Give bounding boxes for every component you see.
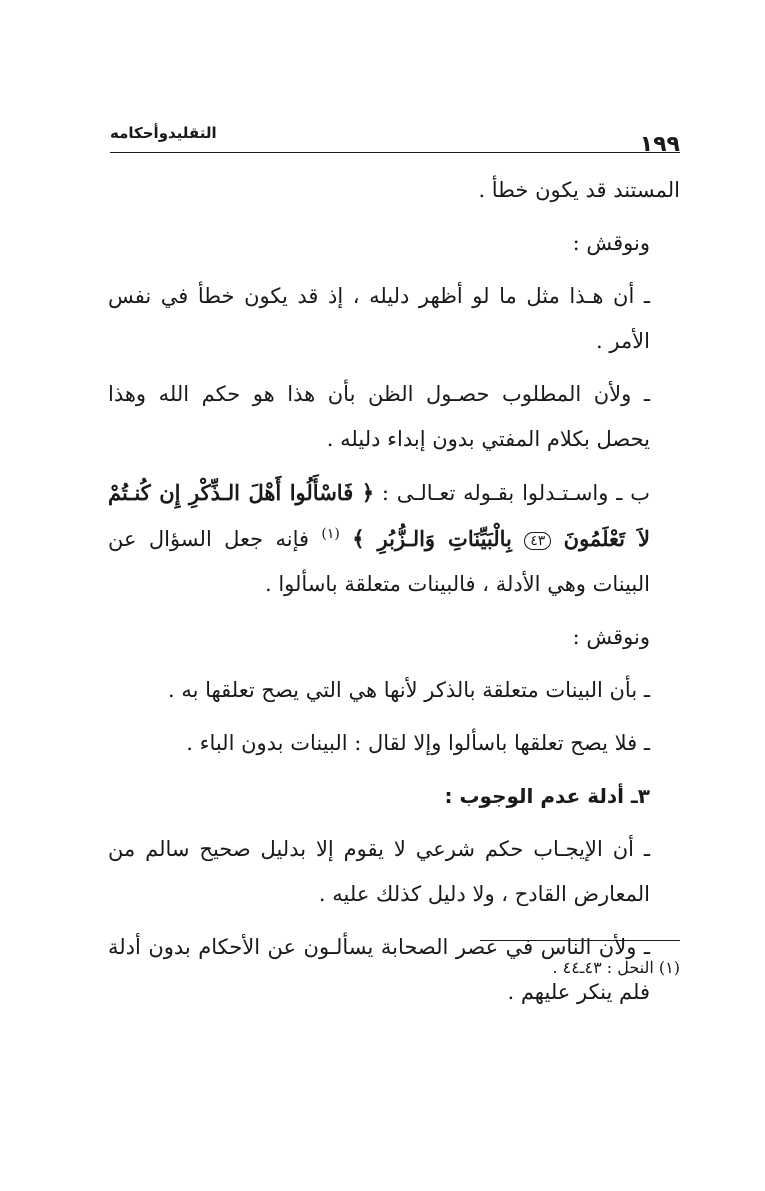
- ayah-number: ٤٣: [524, 532, 551, 550]
- paragraph: ـ أن هـذا مثل ما لو أظهر دليله ، إذ قد يكون خطأ في نفس الأمر .: [108, 284, 650, 353]
- header-rule: [110, 152, 680, 153]
- paragraph: ـ بأن البينات متعلقة بالذكر لأنها هي التي يصح تعلقها به .: [167, 678, 650, 702]
- paragraph: المستند قد يكون خطأ .: [478, 178, 680, 202]
- paragraph-quran: [108, 470, 680, 607]
- paragraph: ـ أن الإيجـاب حكم شرعي لا يقوم إلا بدليل صحيح سالم من المعارض القادح ، ولا دليل كذلك عليه .: [108, 837, 650, 906]
- paragraph-intro: ب ـ واسـتـدلوا بقـوله تعـالـى :: [381, 481, 650, 505]
- footnote-reference: (١): [321, 526, 340, 542]
- section-heading: ٣ـ أدلة عدم الوجوب :: [444, 784, 650, 808]
- quran-verse: ﴿ فَاسْأَلُوا أَهْلَ الـذِّكْرِ إِن كُنـتُمْ لاَ تَعْلَمُونَ: [108, 480, 650, 551]
- paragraph: ـ ولأن الناس في عصر الصحابة يسألـون عن الأحكام بدون أدلة فلم ينكر عليهم .: [108, 935, 650, 1004]
- paragraph: ـ فلا يصح تعلقها باسألوا وإلا لقال : البينات بدون الباء .: [186, 731, 650, 755]
- quran-verse: بِالْبَيِّنَاتِ وَالـزُّبُرِ ﴾: [352, 526, 512, 551]
- paragraph-rest: فإنه جعل السؤال عن البينات وهي الأدلة ، فالبينات متعلقة باسألوا .: [108, 527, 650, 596]
- paragraph: ونوقش :: [572, 625, 650, 649]
- paragraph: ونوقش :: [572, 231, 650, 255]
- running-title: التقليدوأحكامه: [110, 124, 217, 142]
- page-number: ١٩٩: [639, 132, 680, 157]
- body-text: [108, 168, 680, 1015]
- footnote: (١) النحل : ٤٣ـ٤٤ .: [552, 958, 680, 977]
- paragraph: ـ ولأن المطلوب حصـول الظن بأن هذا هو حكم الله وهذا يحصل بكلام المفتي بدون إبداء دليله .: [108, 382, 650, 451]
- footnote-rule: [480, 940, 680, 941]
